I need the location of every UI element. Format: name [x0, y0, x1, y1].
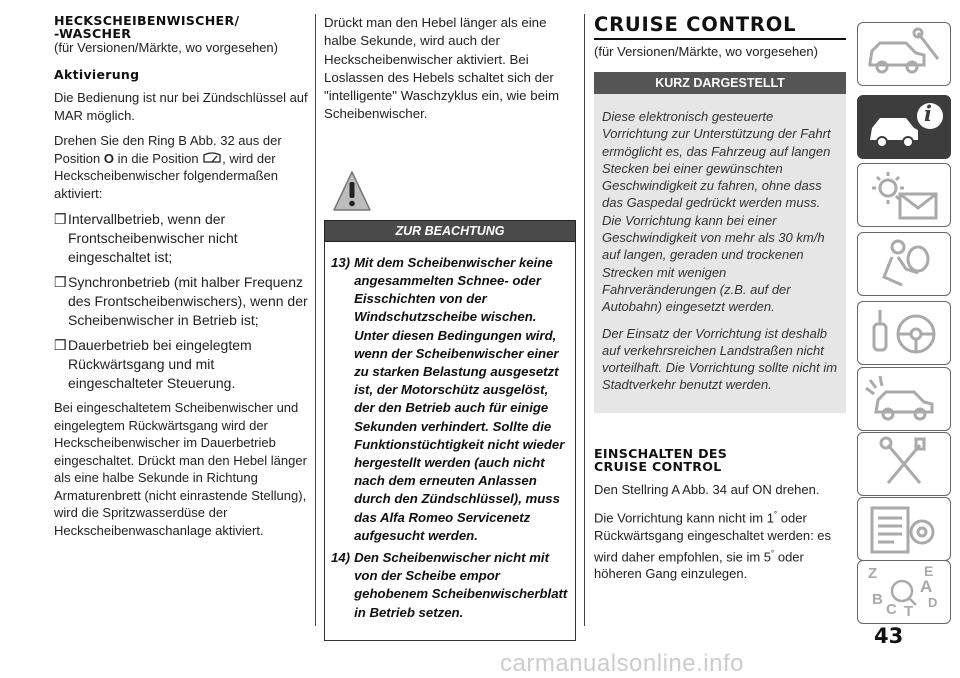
info-glyph: i [924, 101, 932, 126]
text-run: oder Rückwärtsgang eingeschaltet werden: es wird daher empfohlen, sie im 5 [594, 510, 832, 564]
sidebar-tab-car-info[interactable] [857, 95, 951, 159]
list-item-text: Intervallbetrieb, wenn der Frontscheibenwischer nicht eingeschaltet ist; [68, 211, 238, 265]
section-heading-cruise-on [594, 447, 846, 473]
column-right [594, 14, 846, 591]
sidebar-tab-specs[interactable] [857, 497, 951, 561]
text-run: oder höheren Gang einzulegen. [594, 548, 804, 582]
warning-header: ZUR BEACHTUNG [324, 220, 576, 242]
warning-box [324, 242, 576, 641]
degree-mark: ° [771, 548, 775, 558]
heading-line: HECKSCHEIBENWISCHER/ [54, 13, 240, 28]
heading-line: EINSCHALTEN DES [594, 445, 728, 461]
paragraph-gear [594, 506, 846, 583]
watermark: carmanualsonline.info [500, 650, 744, 677]
column-middle [324, 14, 576, 641]
list-item [54, 336, 310, 393]
checkbox-bullet-icon: ❒ [54, 337, 67, 353]
heading-line: -WASCHER [54, 26, 132, 41]
checkbox-bullet-icon: ❒ [54, 211, 67, 227]
index-letter: B [872, 591, 883, 608]
warning-lights-icon [858, 164, 950, 226]
note-number: 14) [331, 550, 351, 566]
warning-triangle-icon [332, 170, 372, 214]
sidebar-tab-car-wrench[interactable] [857, 22, 951, 86]
section-heading-rear-wiper [54, 14, 310, 40]
sidebar-tab-key-steering[interactable] [857, 301, 951, 365]
sidebar-tab-index[interactable] [857, 560, 951, 624]
page-number: 43 [874, 624, 904, 648]
index-letter: T [904, 603, 914, 620]
sidebar-tab-accident[interactable] [857, 367, 951, 431]
index-letter: C [886, 601, 897, 618]
accident-car-icon [858, 368, 950, 430]
text-run: in die Position [114, 150, 203, 166]
summary-paragraph: Diese elektronisch gesteuerte Vorrichtung zur Unterstützung der Fahrt ermöglicht es, das Fahrzeug auf langen Stecken bei einer gewünschten Geschwindigkeit zu fahren, ohne dass das Gaspedal gedrückt werden muss. Die Vorrichtung kann bei einer Geschwindigkeit von mehr als 30 km/h auf langen, geraden und trockenen Strecken mit wenigen Fahrveränderungen (z.B. auf der Autobahn) eingesetzt werden. [602, 109, 831, 315]
airbag-safety-icon [858, 233, 950, 295]
paragraph: Drückt man den Hebel länger als eine halbe Sekunde, wird auch der Heckscheibenwischer aktiviert. Bei Loslassen des Hebels schaltet sich der "intelligente" Waschzyklus ein, wie beim Scheibenwischer. [324, 15, 560, 122]
summary-paragraph: Der Einsatz der Vorrichtung ist deshalb auf verkehrsreichen Landstraßen nicht vorteilhaft. Die Vorrichtung sollte nicht im Stadtverkehr benutzt werden. [602, 325, 838, 393]
warning-note [331, 254, 569, 545]
section-subtitle: (für Versionen/Märkte, wo vorgesehen) [54, 40, 278, 55]
text-run: Die Vorrichtung kann nicht im 1 [594, 510, 774, 526]
column-left [54, 14, 310, 547]
note-text: Mit dem Scheibenwischer keine angesammelten Schnee- oder Eisschichten von der Windschutzscheibe wischen. Unter diesen Bedingungen wird, wenn der Scheibenwischer einer zu starken Belastung ausgesetzt ist, der Motorschütz ausgelöst, der den Betrieb auch für einige Sekunden verhindert. Sollte die Funktionstüchtigkeit nicht wieder hergestellt werden (auch nicht nach dem erneuten Anlassen durch den Zündschlüssel), muss das Alfa Romeo Servicenetz aufgesucht werden. [354, 254, 565, 543]
checkbox-bullet-icon: ❒ [54, 274, 67, 290]
position-o-symbol: O [103, 150, 114, 166]
text-run: Drehen Sie den Ring B Abb. 32 aus der Position [54, 133, 282, 166]
list-item [54, 210, 310, 267]
list-item [54, 273, 310, 330]
sidebar-tab-tools[interactable] [857, 432, 951, 496]
heading-line: CRUISE CONTROL [594, 458, 722, 474]
summary-box [594, 94, 846, 413]
column-divider-2 [584, 14, 585, 626]
list-item-text: Synchronbetrieb (mit halber Frequenz des Frontscheibenwischers), wenn der Scheibenwischer in Betrieb ist; [68, 274, 308, 328]
note-text: Den Scheibenwischer nicht mit von der Scheibe empor gehobenem Scheibenwischerblatt in Betrieb setzen. [354, 550, 568, 620]
sidebar-tab-warning-lights[interactable] [857, 163, 951, 227]
chapter-title: CRUISE CONTROL [594, 14, 846, 40]
paragraph: Die Bedienung ist nur bei Zündschlüssel auf MAR möglich. [54, 90, 308, 123]
index-letter: Z [868, 565, 878, 582]
paragraph: Den Stellring A Abb. 34 auf ON drehen. [594, 481, 820, 497]
list-item-text: Dauerbetrieb bei eingelegtem Rückwärtsgang und mit eingeschalteter Steuerung. [68, 337, 252, 391]
key-steering-wheel-icon [858, 302, 950, 364]
subheading-aktivierung: Aktivierung [54, 67, 140, 82]
paragraph: Bei eingeschaltetem Scheibenwischer und eingelegtem Rückwärtsgang wird der Heckscheibenwischer im Dauerbetrieb eingeschaltet. Drückt man den Hebel länger als eine halbe Sekunde in Richtung Armaturenbrett (nicht einrastende Stellung), wird die Spritzwasserdüse der Heckscheibenwaschanlage aktiviert. [54, 400, 307, 538]
index-letter: D [928, 595, 938, 610]
rear-wiper-symbol-icon [202, 152, 222, 164]
sidebar-tab-airbag-safety[interactable] [857, 232, 951, 296]
index-letter: E [924, 563, 934, 579]
text-run: , wird der Heckscheibenwischer folgendermaßen aktiviert: [54, 150, 279, 201]
bullet-list [54, 210, 310, 393]
section-subtitle: (für Versionen/Märkte, wo vorgesehen) [594, 44, 818, 59]
column-divider-1 [315, 14, 316, 626]
tools-icon [858, 433, 950, 495]
car-info-icon [858, 96, 950, 158]
car-wrench-icon [858, 23, 950, 85]
summary-header: KURZ DARGESTELLT [594, 72, 846, 94]
index-letter: A [920, 577, 933, 596]
note-number: 13) [331, 254, 351, 270]
warning-note [331, 549, 569, 622]
degree-mark: ° [773, 510, 778, 520]
paragraph-position [54, 132, 310, 202]
specs-gear-icon [858, 498, 950, 560]
